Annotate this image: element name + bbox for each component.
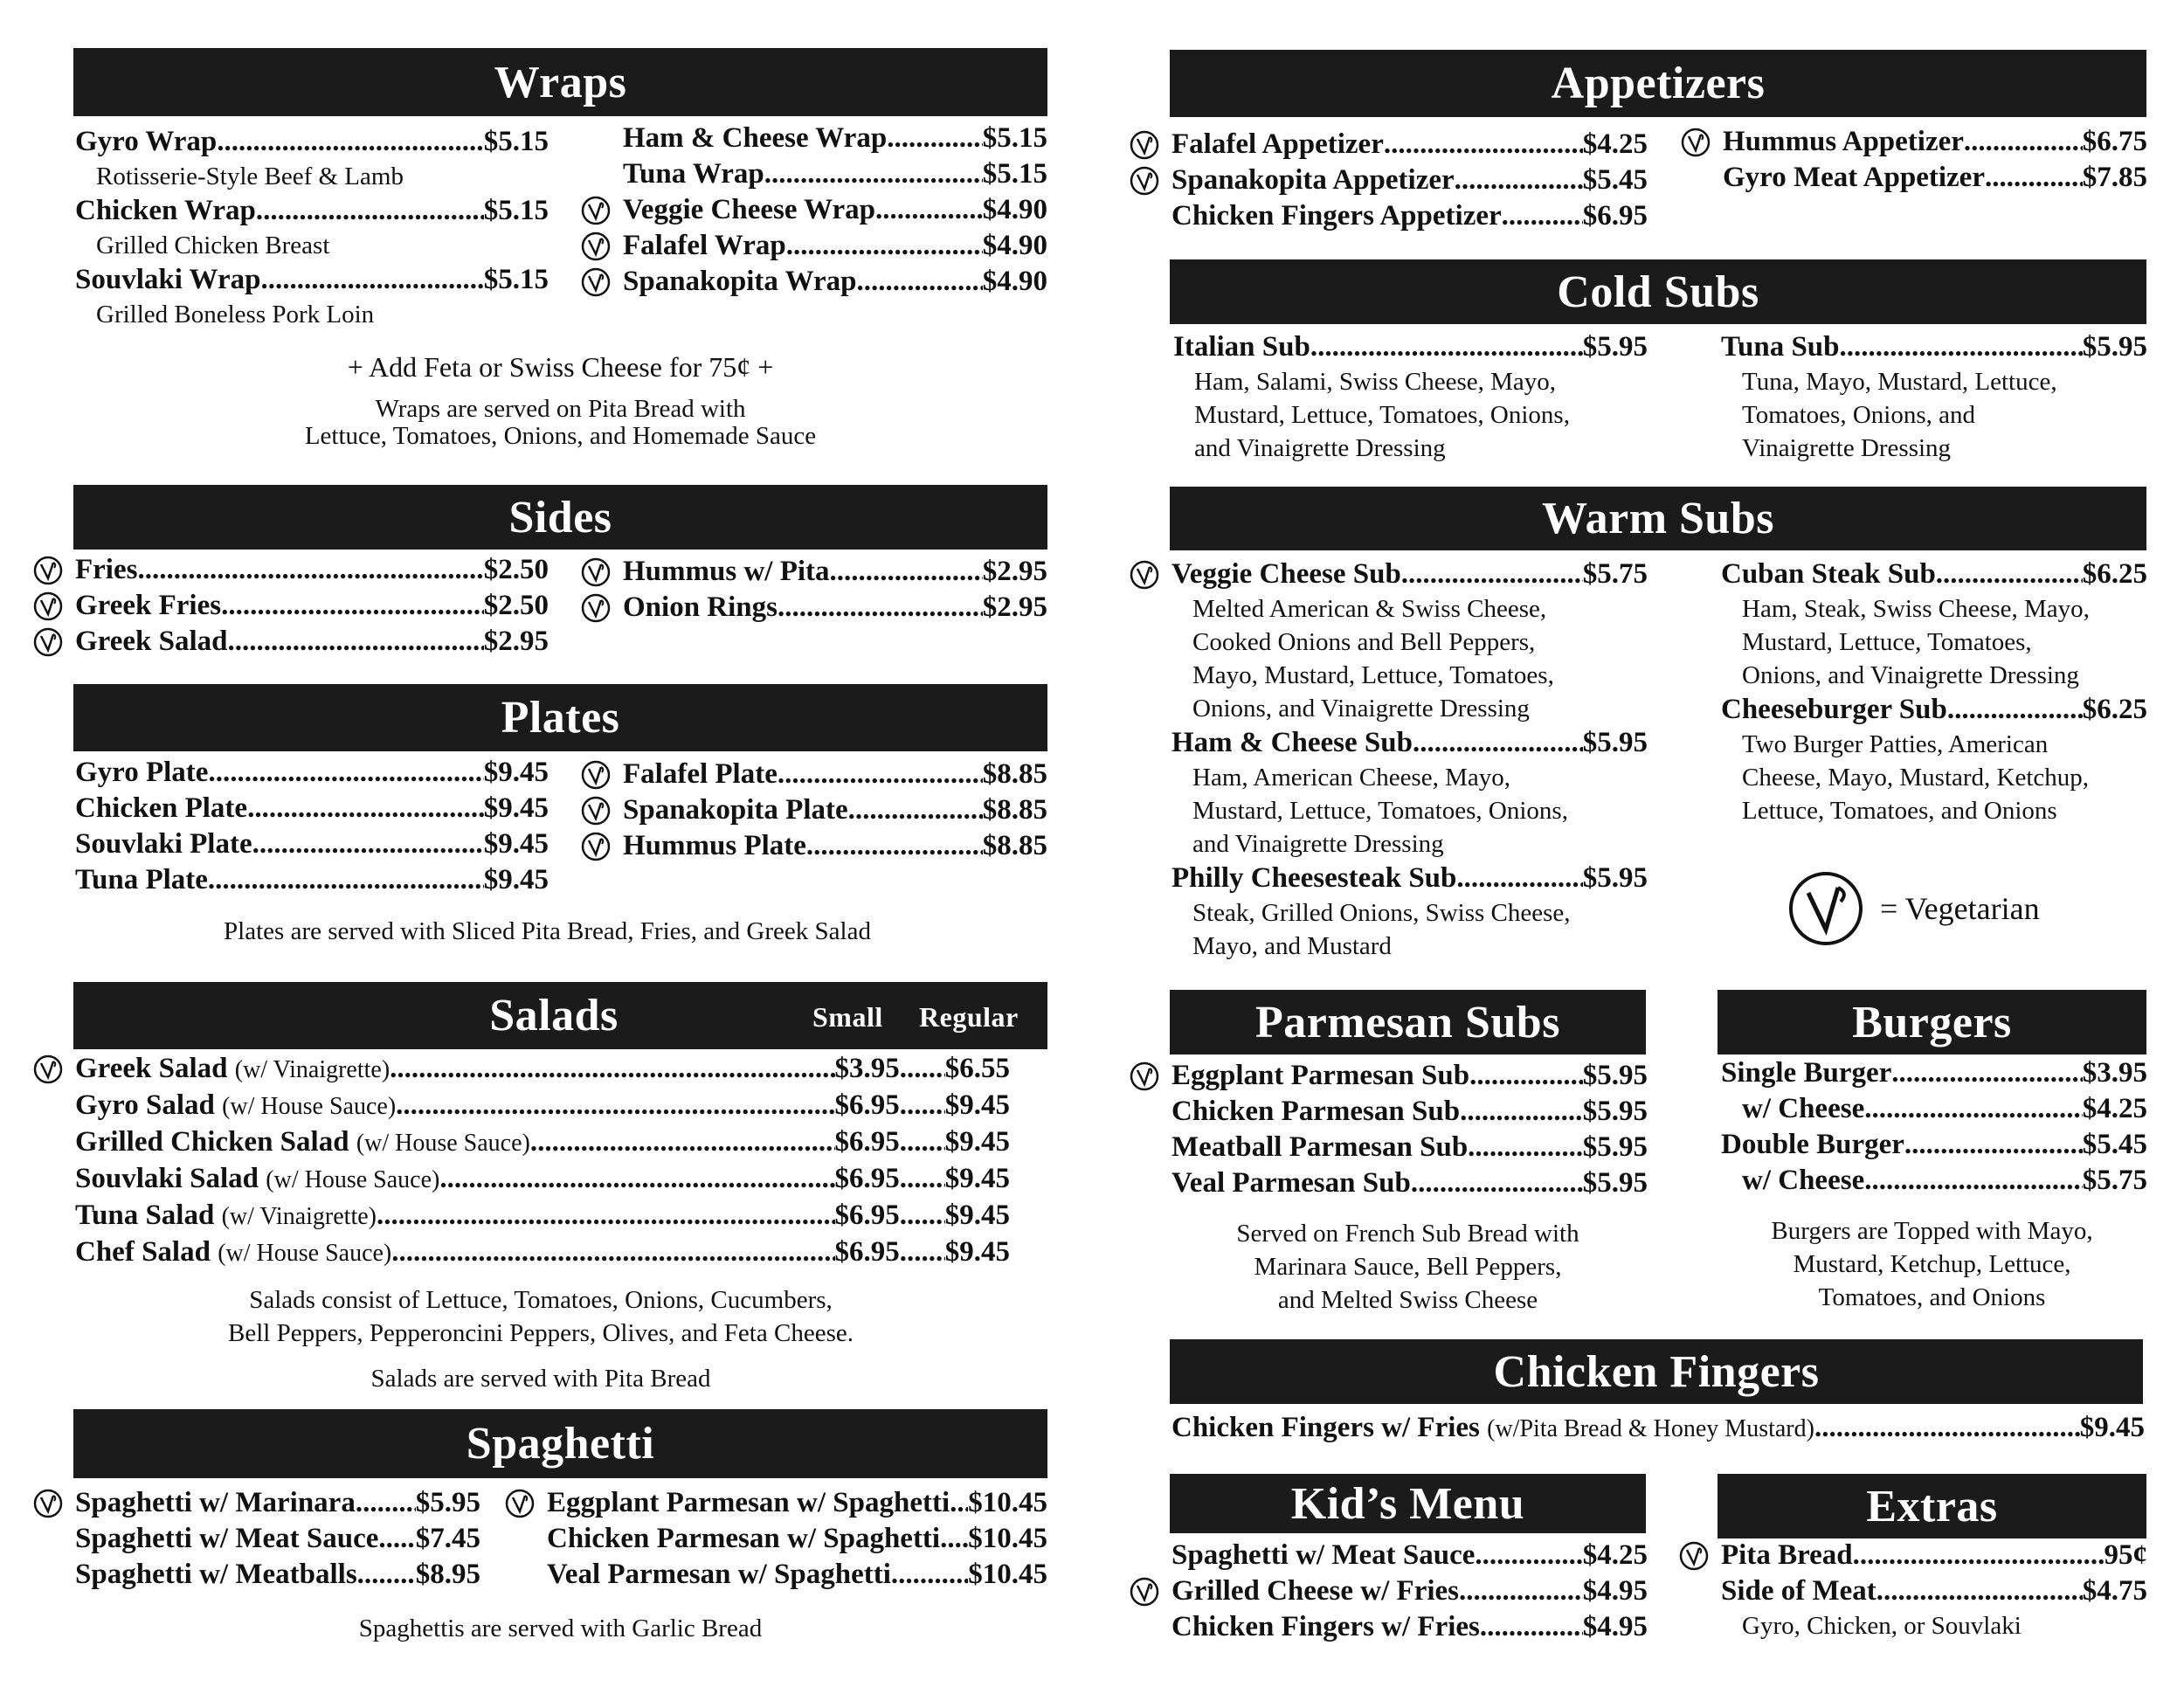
menu-item-spaghetti-meatballs: Spaghetti w/ Meatballs ..... $8.95 <box>75 1557 480 1593</box>
menu-item-kids-grilled-cheese: Grilled Cheese w/ Fries ..... $4.95 <box>1171 1573 1648 1609</box>
salads-title: Salads <box>489 991 619 1041</box>
extras-title: Extras <box>1866 1481 1998 1531</box>
menu-item-spaghetti-meat-sauce: Spaghetti w/ Meat Sauce ..... $7.45 <box>75 1521 480 1557</box>
item-description: Cooked Onions and Bell Peppers, <box>1192 628 1536 656</box>
item-description: Onions, and Vinaigrette Dressing <box>1742 661 2079 689</box>
salads-regular-label: Regular <box>919 1001 1019 1033</box>
sides-title: Sides <box>508 492 612 543</box>
plates-right-column <box>623 757 1047 864</box>
spaghetti-left-column <box>75 1485 480 1593</box>
item-description: Lettuce, Tomatoes, and Onions <box>1742 797 2057 825</box>
wraps-serving-note-2: Lettuce, Tomatoes, Onions, and Homemade Sauce <box>304 422 817 450</box>
vegetarian-icon <box>581 557 611 587</box>
vegetarian-icon <box>1130 130 1159 160</box>
parmesan-subs-title: Parmesan Subs <box>1255 997 1560 1047</box>
item-description: Ham, Salami, Swiss Cheese, Mayo, <box>1194 368 1557 396</box>
burgers-note-3: Tomatoes, and Onions <box>1818 1283 2046 1311</box>
menu-item-philly-cheesesteak-sub: Philly Cheesesteak Sub ..... $5.95 <box>1171 861 1648 896</box>
appetizers-title: Appetizers <box>1551 59 1766 108</box>
item-description: Cheese, Mayo, Mustard, Ketchup, <box>1742 764 2090 792</box>
spaghetti-right-column <box>547 1485 1047 1593</box>
cold-subs-title: Cold Subs <box>1557 266 1759 317</box>
chicken-fingers-header <box>1170 1339 2143 1404</box>
vegetarian-icon <box>33 627 63 657</box>
menu-item-gyro-meat-appetizer: Gyro Meat Appetizer ..... $7.85 <box>1723 160 2147 196</box>
vegetarian-icon <box>581 832 611 861</box>
menu-item-veal-parmesan-sub: Veal Parmesan Sub ..... $5.95 <box>1171 1165 1648 1201</box>
chicken-fingers-title: Chicken Fingers <box>1493 1346 1820 1397</box>
chicken-fingers-list <box>1171 1410 2145 1447</box>
menu-item-ham-cheese-sub: Ham & Cheese Sub ..... $5.95 <box>1171 725 1648 761</box>
item-description: Ham, American Cheese, Mayo, <box>1192 764 1511 792</box>
spaghetti-title: Spaghetti <box>466 1419 655 1469</box>
menu-item-kids-spaghetti: Spaghetti w/ Meat Sauce ..... $4.25 <box>1171 1538 1648 1573</box>
menu-item-spanakopita-appetizer: Spanakopita Appetizer ..... $5.45 <box>1171 162 1648 198</box>
appetizers-left-column <box>1171 127 1648 234</box>
vegetarian-icon <box>1681 128 1711 157</box>
vegetarian-icon <box>1130 560 1159 590</box>
item-description: Mayo, Mustard, Lettuce, Tomatoes, <box>1192 661 1554 689</box>
item-description: Two Burger Patties, American <box>1742 730 2049 758</box>
salads-note-2: Bell Peppers, Pepperoncini Peppers, Olives, and Feta Cheese. <box>228 1319 854 1347</box>
menu-item-meatball-parmesan-sub: Meatball Parmesan Sub ..... $5.95 <box>1171 1130 1648 1165</box>
menu-item-eggplant-parm-spaghetti: Eggplant Parmesan w/ Spaghetti ..... $10.45 <box>547 1485 1047 1521</box>
cold-subs-right-column <box>1721 329 2147 465</box>
vegetarian-icon <box>581 267 611 297</box>
warm-subs-right-column <box>1721 557 2147 827</box>
burgers-title: Burgers <box>1852 997 2012 1047</box>
kids-menu-list <box>1171 1538 1648 1645</box>
menu-item-chicken-fingers-fries: Chicken Fingers w/ Fries (w/Pita Bread & Honey Mustard) ..... $9.45 <box>1171 1410 2145 1447</box>
menu-item-spanakopita-plate: Spanakopita Plate ..... $8.85 <box>623 792 1047 828</box>
menu-item-grilled-chicken-salad: Grilled Chicken Salad (w/ House Sauce) ..... $6.95 ..... $9.45 <box>75 1124 1010 1161</box>
salads-note-3: Salads are served with Pita Bread <box>370 1365 711 1393</box>
menu-item-single-burger-cheese: w/ Cheese ..... $4.25 <box>1721 1091 2147 1127</box>
vegetarian-icon <box>505 1489 535 1518</box>
menu-item-fries: Fries ..... $2.50 <box>75 552 549 588</box>
item-description: Tomatoes, Onions, and <box>1742 401 1975 429</box>
menu-item-gyro-wrap: Gyro Wrap ..... $5.15 <box>75 124 549 160</box>
menu-item-hummus-pita: Hummus w/ Pita ..... $2.95 <box>623 554 1047 590</box>
menu-item-cuban-steak-sub: Cuban Steak Sub ..... $6.25 <box>1721 557 2147 592</box>
appetizers-right-column <box>1723 124 2147 196</box>
menu-item-greek-salad-side: Greek Salad ..... $2.95 <box>75 624 549 660</box>
wraps-left-column <box>75 124 549 331</box>
salads-small-label: Small <box>812 1001 883 1033</box>
vegetarian-icon <box>1679 1541 1709 1571</box>
spaghetti-header <box>73 1409 1047 1478</box>
menu-item-tuna-wrap: Tuna Wrap ..... $5.15 <box>623 156 1047 192</box>
vegetarian-icon <box>1130 166 1159 196</box>
item-description: Mayo, and Mustard <box>1192 932 1392 960</box>
menu-item-greek-fries: Greek Fries ..... $2.50 <box>75 588 549 624</box>
item-description: Onions, and Vinaigrette Dressing <box>1192 695 1530 723</box>
vegetarian-icon <box>581 796 611 826</box>
item-description: Tuna, Mayo, Mustard, Lettuce, <box>1742 368 2057 396</box>
item-description: Mustard, Lettuce, Tomatoes, Onions, <box>1192 797 1568 825</box>
warm-subs-left-column <box>1171 557 1648 963</box>
item-description: and Vinaigrette Dressing <box>1194 434 1446 462</box>
burgers-note-2: Mustard, Ketchup, Lettuce, <box>1793 1250 2071 1278</box>
plates-title: Plates <box>501 693 620 743</box>
menu-item-greek-salad: Greek Salad (w/ Vinaigrette) ..... $3.95 ..... $6.55 <box>75 1051 1010 1088</box>
menu-item-falafel-appetizer: Falafel Appetizer ..... $4.25 <box>1171 127 1648 162</box>
menu-item-falafel-wrap: Falafel Wrap ..... $4.90 <box>623 228 1047 264</box>
parmesan-subs-note-2: Marinara Sauce, Bell Peppers, <box>1254 1253 1562 1281</box>
menu-item-spaghetti-marinara: Spaghetti w/ Marinara ..... $5.95 <box>75 1485 480 1521</box>
plates-header <box>73 684 1047 751</box>
parmesan-subs-note-1: Served on French Sub Bread with <box>1236 1220 1579 1248</box>
item-description: Steak, Grilled Onions, Swiss Cheese, <box>1192 899 1571 927</box>
menu-item-souvlaki-plate: Souvlaki Plate ..... $9.45 <box>75 826 549 862</box>
menu-item-souvlaki-salad: Souvlaki Salad (w/ House Sauce) ..... $6.95 ..... $9.45 <box>75 1161 1010 1198</box>
sides-right-column <box>623 554 1047 626</box>
vegetarian-icon <box>33 1489 63 1518</box>
parmesan-subs-list <box>1171 1058 1648 1201</box>
wraps-title: Wraps <box>494 57 627 107</box>
vegetarian-icon <box>581 232 611 261</box>
menu-item-onion-rings: Onion Rings ..... $2.95 <box>623 590 1047 626</box>
burgers-list <box>1721 1055 2147 1199</box>
item-description: Grilled Chicken Breast <box>96 232 330 259</box>
appetizers-header <box>1170 50 2146 117</box>
menu-item-cheeseburger-sub: Cheeseburger Sub ..... $6.25 <box>1721 692 2147 728</box>
menu-item-double-burger-cheese: w/ Cheese ..... $5.75 <box>1721 1163 2147 1199</box>
menu-item-chef-salad: Chef Salad (w/ House Sauce) ..... $6.95 ..... $9.45 <box>75 1234 1010 1271</box>
menu-item-hummus-plate: Hummus Plate ..... $8.85 <box>623 828 1047 864</box>
spaghetti-serving-note: Spaghettis are served with Garlic Bread <box>358 1614 763 1642</box>
burgers-header <box>1717 990 2146 1054</box>
menu-item-hummus-appetizer: Hummus Appetizer ..... $6.75 <box>1723 124 2147 160</box>
item-description: Ham, Steak, Swiss Cheese, Mayo, <box>1742 595 2090 623</box>
menu-item-pita-bread: Pita Bread ..... 95¢ <box>1721 1538 2147 1573</box>
menu-item-single-burger: Single Burger ..... $3.95 <box>1721 1055 2147 1091</box>
item-description: Vinaigrette Dressing <box>1742 434 1952 462</box>
menu-item-chicken-parm-spaghetti: Chicken Parmesan w/ Spaghetti ..... $10.45 <box>547 1521 1047 1557</box>
vegetarian-icon <box>581 196 611 225</box>
sides-header <box>73 485 1047 550</box>
parmesan-subs-header <box>1170 990 1646 1054</box>
warm-subs-title: Warm Subs <box>1541 494 1775 543</box>
extras-list <box>1721 1538 2147 1642</box>
menu-item-eggplant-parmesan-sub: Eggplant Parmesan Sub ..... $5.95 <box>1171 1058 1648 1094</box>
vegetarian-icon <box>1130 1577 1159 1607</box>
menu-item-chicken-wrap: Chicken Wrap ..... $5.15 <box>75 193 549 229</box>
wraps-serving-note-1: Wraps are served on Pita Bread with <box>375 395 746 423</box>
menu-item-gyro-salad: Gyro Salad (w/ House Sauce) ..... $6.95 ..... $9.45 <box>75 1088 1010 1124</box>
salads-note-1: Salads consist of Lettuce, Tomatoes, Onions, Cucumbers, <box>249 1286 833 1314</box>
burgers-note-1: Burgers are Topped with Mayo, <box>1771 1217 2093 1245</box>
menu-item-chicken-fingers-appetizer: Chicken Fingers Appetizer ..... $6.95 <box>1171 198 1648 234</box>
item-description: Mustard, Lettuce, Tomatoes, Onions, <box>1194 401 1570 429</box>
item-description: Gyro, Chicken, or Souvlaki <box>1742 1612 2022 1640</box>
item-description: and Vinaigrette Dressing <box>1192 830 1444 858</box>
item-description: Mustard, Lettuce, Tomatoes, <box>1742 628 2032 656</box>
menu-item-falafel-plate: Falafel Plate ..... $8.85 <box>623 757 1047 792</box>
cold-subs-left-column <box>1173 329 1648 465</box>
vegetarian-legend-label: = Vegetarian <box>1880 891 2040 926</box>
wraps-right-column <box>623 121 1047 300</box>
vegetarian-icon <box>581 593 611 623</box>
menu-item-tuna-salad: Tuna Salad (w/ Vinaigrette) ..... $6.95 ..... $9.45 <box>75 1198 1010 1234</box>
warm-subs-header <box>1170 487 2146 550</box>
menu-item-chicken-plate: Chicken Plate ..... $9.45 <box>75 791 549 826</box>
menu-item-spanakopita-wrap: Spanakopita Wrap ..... $4.90 <box>623 264 1047 300</box>
vegetarian-legend <box>1787 870 2040 947</box>
salads-list <box>75 1051 1010 1271</box>
item-description: Grilled Boneless Pork Loin <box>96 301 375 328</box>
menu-item-veal-parm-spaghetti: Veal Parmesan w/ Spaghetti ..... $10.45 <box>547 1557 1047 1593</box>
menu-item-veggie-cheese-wrap: Veggie Cheese Wrap ..... $4.90 <box>623 192 1047 228</box>
wraps-addon-note: + Add Feta or Swiss Cheese for 75¢ + <box>347 351 774 383</box>
vegetarian-icon <box>33 556 63 585</box>
salads-header <box>73 982 1047 1049</box>
plates-serving-note: Plates are served with Sliced Pita Bread, Fries, and Greek Salad <box>224 917 871 945</box>
menu-item-tuna-sub: Tuna Sub ..... $5.95 <box>1721 329 2147 365</box>
menu-item-italian-sub: Italian Sub ..... $5.95 <box>1173 329 1648 365</box>
vegetarian-icon <box>1787 870 1864 947</box>
extras-header <box>1717 1474 2146 1538</box>
plates-left-column <box>75 755 549 898</box>
menu-item-kids-chicken-fingers: Chicken Fingers w/ Fries ..... $4.95 <box>1171 1609 1648 1645</box>
menu-item-gyro-plate: Gyro Plate ..... $9.45 <box>75 755 549 791</box>
menu-item-tuna-plate: Tuna Plate ..... $9.45 <box>75 862 549 898</box>
wraps-header <box>73 48 1047 116</box>
vegetarian-icon <box>33 1054 63 1084</box>
item-description: Rotisserie-Style Beef & Lamb <box>96 162 404 190</box>
parmesan-subs-note-3: and Melted Swiss Cheese <box>1277 1286 1538 1314</box>
sides-left-column <box>75 552 549 660</box>
vegetarian-icon <box>581 760 611 790</box>
kids-menu-title: Kid’s Menu <box>1290 1478 1525 1529</box>
menu-item-ham-cheese-wrap: Ham & Cheese Wrap ..... $5.15 <box>623 121 1047 156</box>
vegetarian-icon <box>1130 1061 1159 1091</box>
menu-item-side-of-meat: Side of Meat ..... $4.75 <box>1721 1573 2147 1609</box>
cold-subs-header <box>1170 259 2146 324</box>
menu-item-veggie-cheese-sub: Veggie Cheese Sub ..... $5.75 <box>1171 557 1648 592</box>
menu-item-double-burger: Double Burger ..... $5.45 <box>1721 1127 2147 1163</box>
vegetarian-icon <box>33 591 63 621</box>
kids-menu-header <box>1170 1474 1646 1533</box>
menu-item-souvlaki-wrap: Souvlaki Wrap ..... $5.15 <box>75 262 549 298</box>
item-description: Melted American & Swiss Cheese, <box>1192 595 1547 623</box>
menu-item-chicken-parmesan-sub: Chicken Parmesan Sub ..... $5.95 <box>1171 1094 1648 1130</box>
